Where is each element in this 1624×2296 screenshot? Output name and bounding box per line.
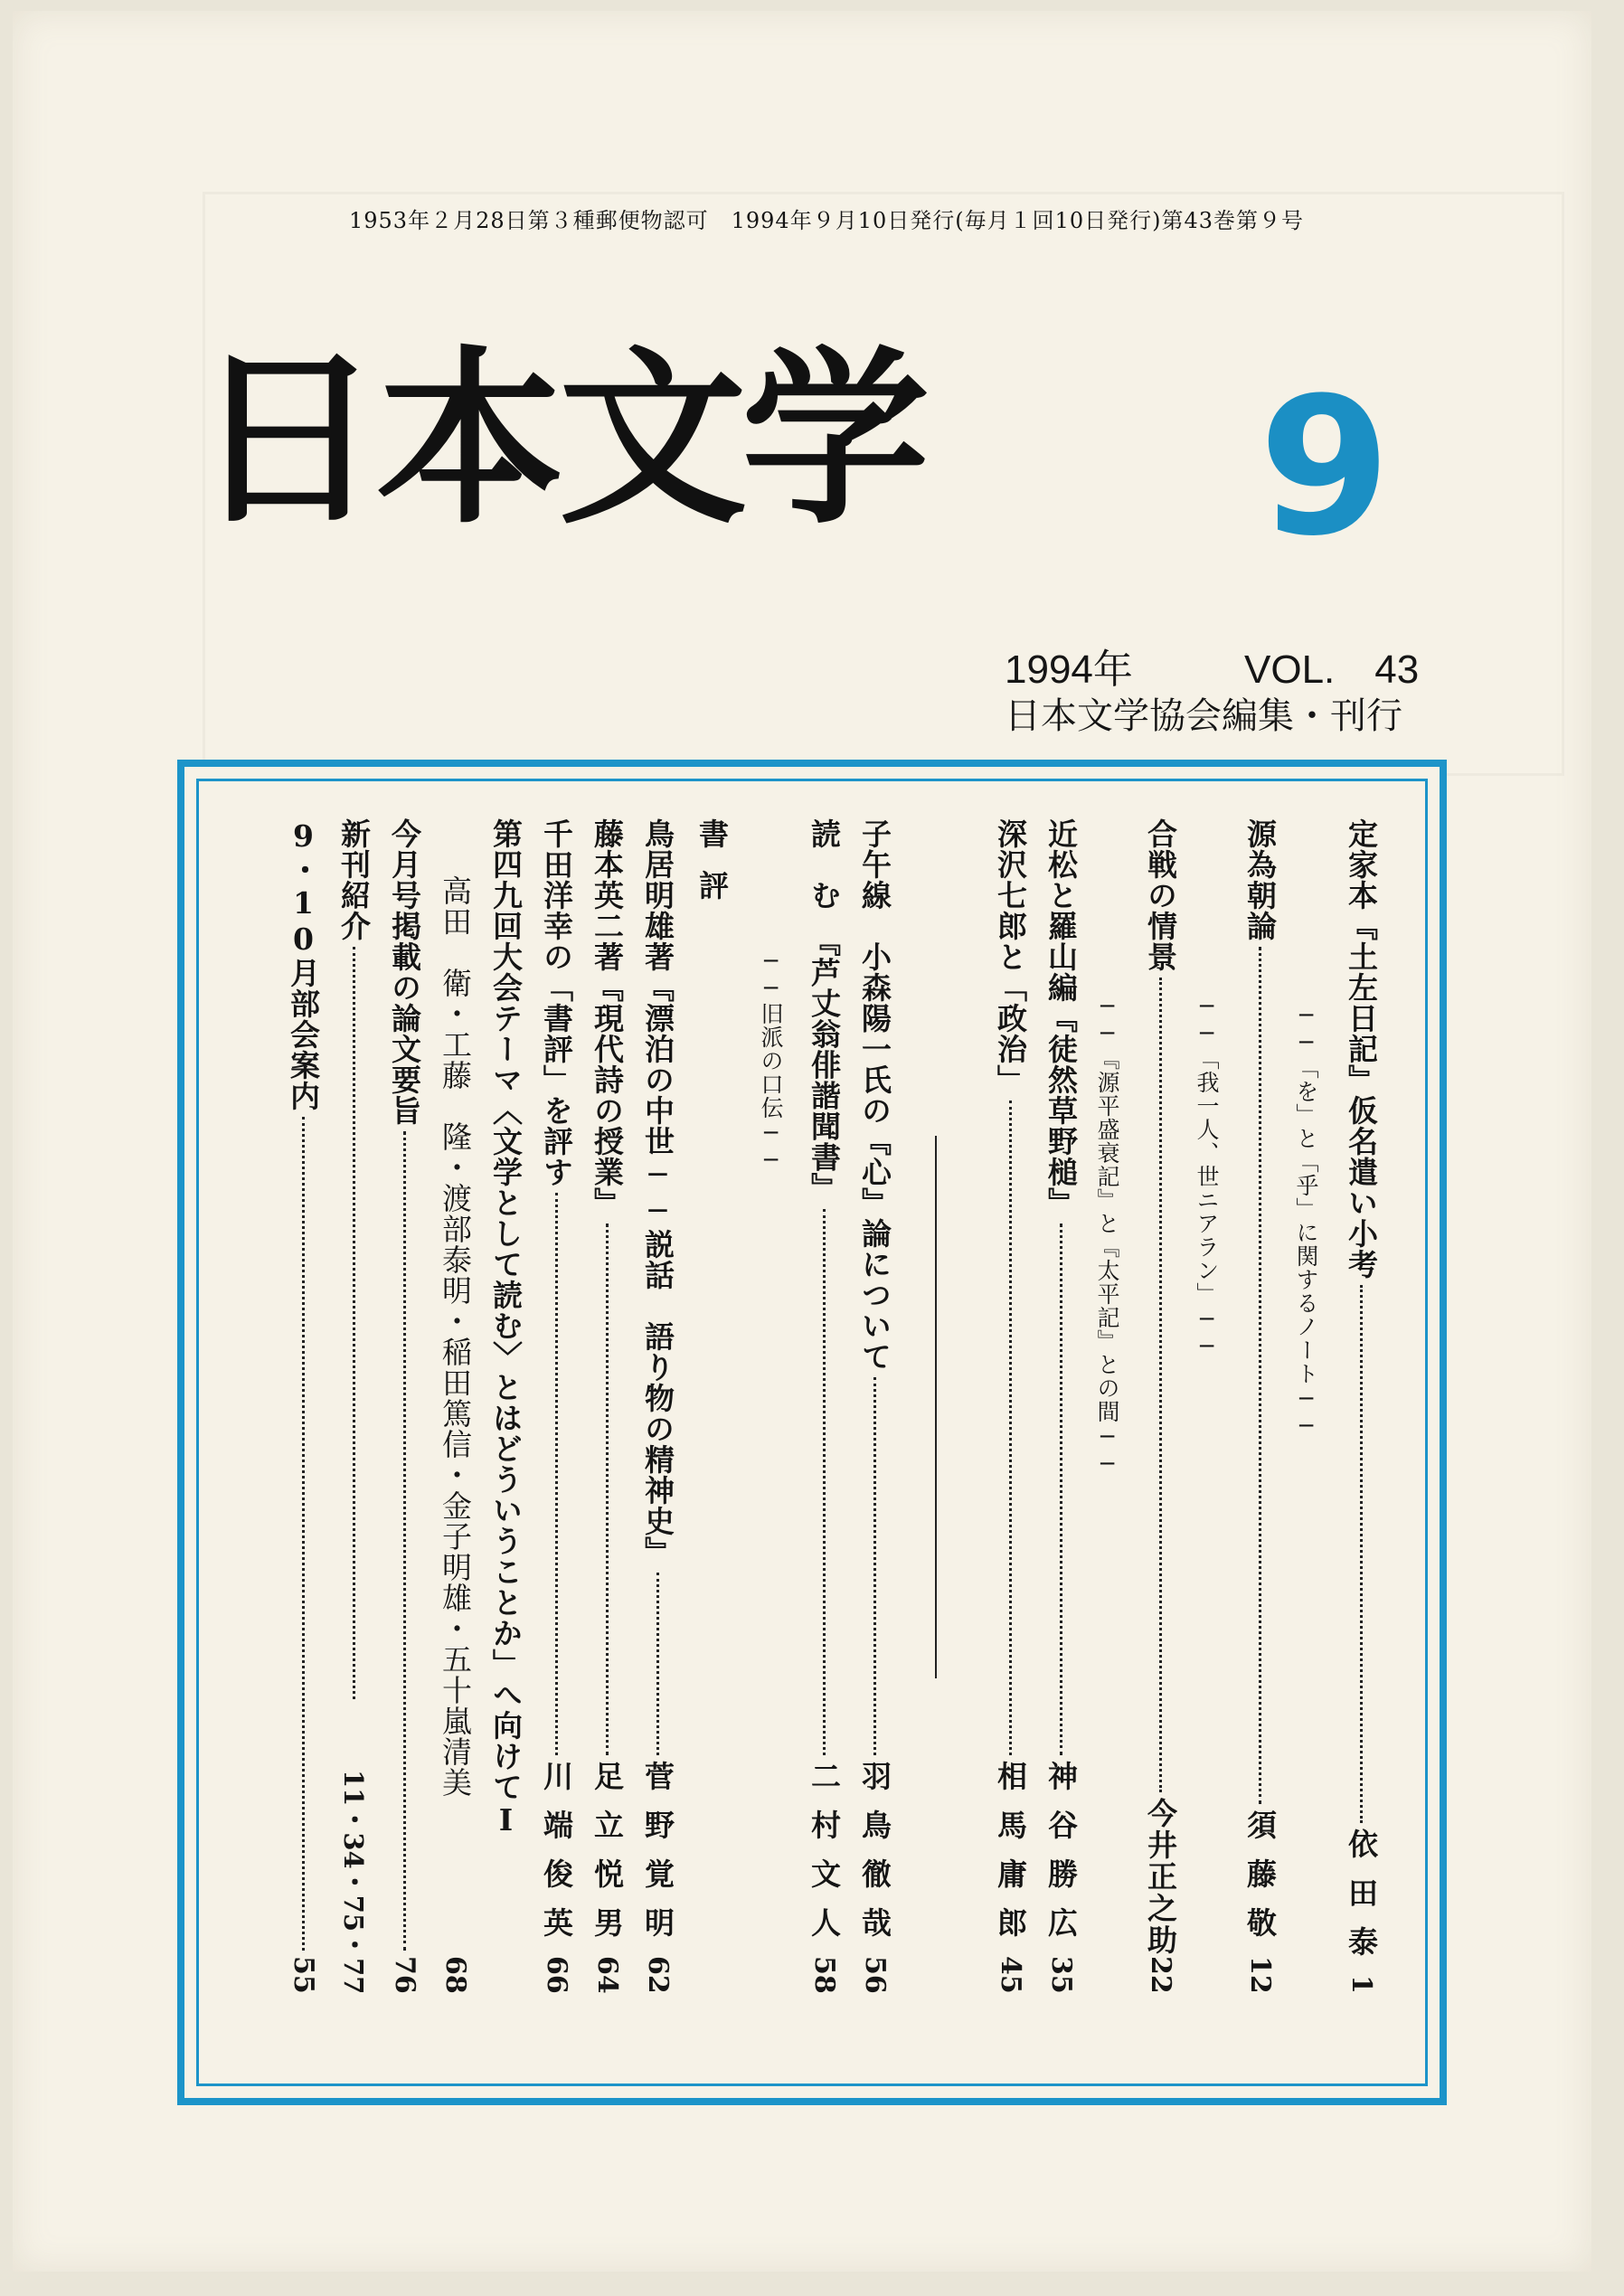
toc-entry: [535, 818, 577, 1994]
toc-entry: [434, 875, 476, 1994]
leader-dots: [302, 1117, 305, 1951]
toc-entry-page: 45: [995, 1956, 1026, 1994]
toc-entry: [1340, 818, 1382, 1994]
leader-dots: [403, 1131, 406, 1951]
volume-number: VOL. 43: [1244, 647, 1420, 692]
cover-page: [13, 11, 1591, 2272]
toc-entry-title: 藤本英二著『現代詩の授業』: [590, 818, 625, 1218]
toc-entry-page: 64: [591, 1956, 623, 1994]
toc-entry-page: 68: [439, 1956, 471, 1994]
toc-entry-author: 足立悦男: [590, 1761, 625, 1957]
toc-entry-title: 高田 衛・工藤 隆・渡部泰明・稲田篤信・金子明雄・五十嵐清美: [438, 875, 473, 1798]
column-divider: [935, 1136, 937, 1678]
toc-entry-page: 76: [389, 1956, 420, 1994]
publisher-line: 日本文学協会編集・刊行: [1005, 695, 1402, 737]
table-of-contents: [177, 760, 1447, 2105]
toc-entry: [1239, 818, 1280, 1994]
magazine-title: 日本文学: [194, 331, 924, 550]
toc-entry-pages: 11・34・75・77: [338, 1769, 369, 1994]
toc-entry: [485, 818, 526, 1994]
leader-dots: [555, 1193, 558, 1755]
toc-entry-page: 55: [288, 1956, 319, 1994]
leader-dots: [1159, 978, 1162, 1792]
toc-entry: [1139, 818, 1181, 1994]
toc-entry-subtitle: ──「を」と「乎」に関するノート──: [1293, 1002, 1319, 1440]
toc-entry-author: 二村文人: [807, 1761, 842, 1957]
toc-entry-page: 35: [1045, 1956, 1077, 1994]
toc-entry-subtitle: ──旧派の口伝──: [758, 948, 784, 1174]
toc-entry-page: 66: [541, 1956, 572, 1994]
toc-entry-title: 源為朝論: [1242, 818, 1278, 941]
section-header-book-review: 書評: [694, 818, 730, 921]
toc-entry: [383, 818, 425, 1994]
leader-dots: [823, 1209, 826, 1756]
toc-entry: [333, 818, 374, 1705]
toc-entry-title: 今月号掲載の論文要旨: [387, 818, 422, 1126]
postal-registration-line: 1953年２月28日第３種郵便物認可 1994年９月10日発行(毎月１回10日発行)第43巻第９号: [349, 208, 1305, 233]
toc-entry-title: 合戦の情景: [1143, 818, 1178, 972]
toc-entry: [989, 818, 1031, 1994]
toc-entry-page: 1: [1345, 1975, 1377, 1994]
toc-entry-page: 56: [859, 1956, 891, 1994]
leader-dots: [353, 947, 355, 1699]
leader-dots: [656, 1573, 659, 1755]
toc-entry-title: 鳥居明雄著『漂泊の中世──説話 語り物の精神史』: [640, 818, 675, 1567]
toc-entry-title: 近松と羅山編『徒然草野槌』: [1043, 818, 1079, 1218]
toc-entry-title: 深沢七郎と「政治」: [993, 818, 1028, 1095]
leader-dots: [1060, 1224, 1062, 1755]
leader-dots: [1259, 947, 1261, 1804]
toc-entry-title: 第四九回大会テーマ〈文学として読む〉とはどういうことか」へ向けてⅠ: [488, 818, 524, 1838]
toc-entry-author: 菅野覚明: [640, 1761, 675, 1957]
toc-entry-title: 新刊紹介: [336, 818, 372, 941]
toc-entry-page: 12: [1244, 1956, 1276, 1994]
toc-entry: [282, 818, 324, 1994]
toc-entry: [637, 818, 678, 1994]
toc-entry: [586, 818, 628, 1994]
toc-entry-title: 定家本『土左日記』仮名遣い小考: [1344, 818, 1379, 1280]
toc-entry: [854, 818, 895, 1994]
toc-entry-title: 子午線 小森陽一氏の『心』論について: [857, 818, 892, 1372]
toc-entry-author: 川端俊英: [539, 1761, 574, 1957]
toc-entry-subtitle: ──『源平盛衰記』と『太平記』との間──: [1094, 993, 1120, 1478]
toc-entry-page: 58: [808, 1956, 840, 1994]
toc-entry-author: 相馬庸郎: [993, 1761, 1028, 1957]
toc-entry-author: 神谷勝広: [1043, 1761, 1079, 1957]
toc-entry-title: 9・10月部会案内: [286, 818, 321, 1111]
toc-entry-author: 依田泰: [1344, 1828, 1379, 1976]
toc-entry-author: 今井正之助: [1143, 1798, 1178, 1957]
toc-entry-author: 須藤敬: [1242, 1809, 1278, 1957]
leader-dots: [606, 1224, 609, 1755]
toc-entry: [803, 818, 845, 1994]
leader-dots: [1009, 1101, 1012, 1755]
toc-entry-title: 千田洋幸の「書評」を評す: [539, 818, 574, 1187]
toc-entry: [1040, 818, 1081, 1994]
toc-entry-title: 読 む 『芦丈翁俳諧聞書』: [807, 818, 842, 1204]
leader-dots: [1360, 1285, 1363, 1823]
toc-entry-page: 62: [642, 1956, 674, 1994]
publication-year: 1994年: [1005, 647, 1133, 692]
toc-entry-page: 22: [1145, 1956, 1176, 1994]
toc-entry-subtitle: ──「我一人、世ニアラン」──: [1194, 993, 1220, 1360]
leader-dots: [873, 1377, 876, 1755]
issue-number: 9: [1259, 356, 1392, 578]
toc-entry-author: 羽鳥徹哉: [857, 1761, 892, 1957]
